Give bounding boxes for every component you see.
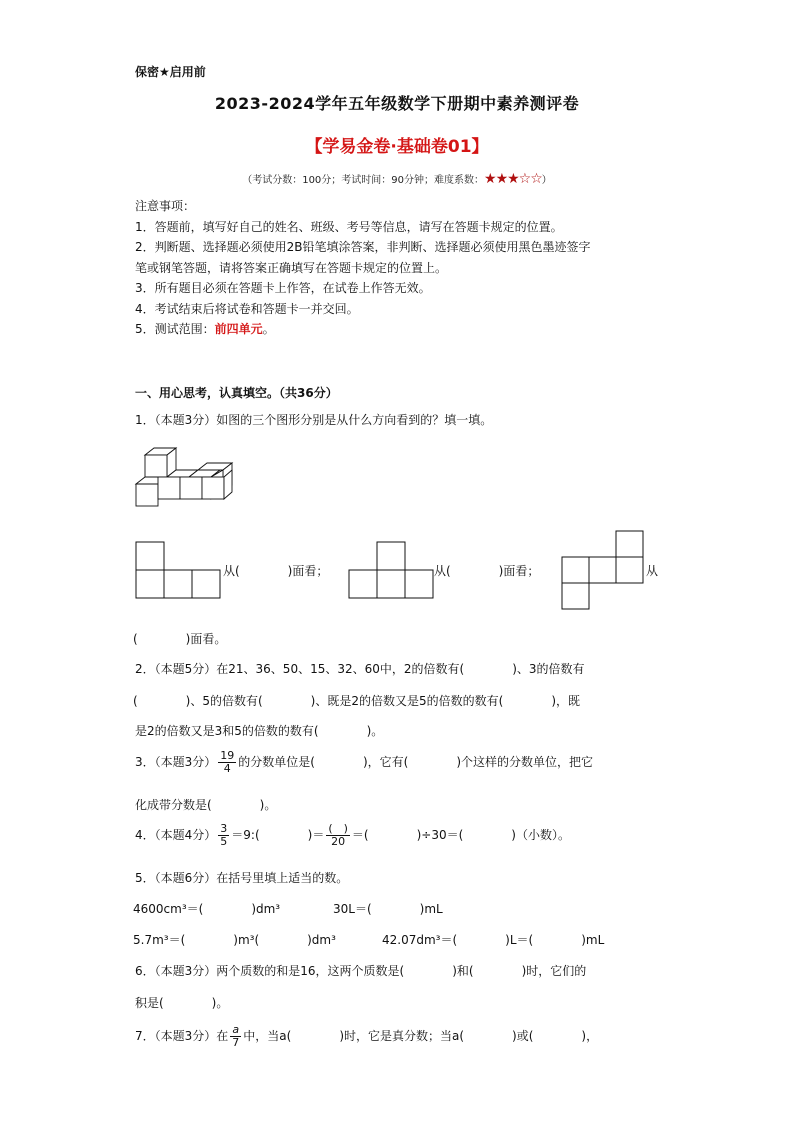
question-1: 1．（本题3分）如图的三个图形分别是从什么方向看到的？填一填。: [135, 413, 493, 427]
blank-view-2: 从( )面看；: [434, 564, 540, 578]
note-item: 笔或钢笔答题，请将答案正确填写在答题卡规定的位置上。: [135, 260, 448, 275]
view-figure-3: [561, 530, 645, 612]
blank-view-3-end: ( )面看。: [133, 632, 227, 646]
section-heading: 一、用心思考，认真填空。（共36分）: [135, 386, 338, 400]
question-5-item-1: 4600cm³＝( )dm³: [133, 902, 281, 916]
question-2-line-3: 是2的倍数又是3和5的倍数的数有( )。: [135, 724, 384, 738]
question-4: 4．（本题4分） $\frac{3}{5}$ ＝9:( )＝ $\frac{( )}{20}$ ＝( )÷30＝( )（小数）。: [135, 822, 570, 848]
notes-block: [135, 196, 591, 340]
note-item: 2．判断题、选择题必须使用2B铅笔填涂答案，非判断、选择题必须使用黑色墨迹签字: [135, 240, 591, 254]
exam-title: 2023-2024学年五年级数学下册期中素养测评卷: [214, 94, 580, 113]
filled-stars: ★★★: [484, 171, 519, 187]
question-5-item-2: 30L＝( )mL: [333, 902, 443, 916]
question-6-line-1: 6．（本题3分）两个质数的和是16，这两个质数是( )和( )时，它们的: [135, 964, 587, 978]
question-2-line-2: ( )、5的倍数有( )、既是2的倍数又是5的倍数的数有( )，既: [133, 694, 580, 708]
fraction-19-4: $\frac{19}{4}$: [220, 749, 235, 775]
difficulty-stars: [484, 171, 542, 187]
note-item: 3．所有题目必须在答题卡上作答，在试卷上作答无效。: [135, 281, 431, 295]
view-figure-1: [135, 541, 223, 599]
note-item-scope: 5．测试范围：前四单元。: [135, 322, 275, 336]
question-5-item-4: 42.07dm³＝( )L＝( )mL: [382, 933, 605, 947]
view-figure-2: [348, 541, 436, 599]
fraction-blank-20: $\frac{( )}{20}$: [328, 822, 348, 848]
fraction-a-7: $\frac{a}{7}$: [232, 1023, 240, 1049]
exam-subtitle: 【学易金卷·基础卷01】: [305, 137, 489, 157]
note-item: 1．答题前，填写好自己的姓名、班级、考号等信息，请写在答题卡规定的位置。: [135, 219, 563, 234]
scope-value: 前四单元: [214, 322, 263, 336]
notes-heading: 注意事项：: [135, 199, 196, 213]
question-6-line-2: 积是( )。: [135, 996, 229, 1010]
question-3-line-1: 3．（本题3分） $\frac{19}{4}$ 的分数单位是( )，它有( )个这样的分数单位，把它: [135, 749, 594, 775]
confidential-mark: 保密★启用前: [135, 65, 206, 79]
exam-info: [0, 171, 794, 187]
blank-view-1: 从( )面看；: [223, 564, 329, 578]
note-item: 4．考试结束后将试卷和答题卡一并交回。: [135, 301, 359, 316]
fraction-3-5: $\frac{3}{5}$: [220, 822, 228, 848]
exam-info-text: （考试分数：100分；考试时间：90分钟；难度系数：: [242, 175, 485, 186]
question-2-line-1: 2．（本题5分）在21、36、50、15、32、60中，2的倍数有( )、3的倍数有: [135, 662, 585, 676]
exam-info-end: ）: [541, 175, 552, 186]
empty-stars: ☆☆: [518, 171, 542, 187]
question-3-line-2: 化成带分数是( )。: [135, 798, 277, 812]
blank-view-3-start: 从: [646, 564, 659, 578]
question-5: 5．（本题6分）在括号里填上适当的数。: [135, 871, 349, 885]
question-5-item-3: 5.7m³＝( )m³( )dm³: [133, 933, 336, 947]
question-7: 7．（本题3分）在 $\frac{a}{7}$ 中，当a( )时，它是真分数；当a( )或( )，: [135, 1023, 599, 1049]
cube-stack-figure: [134, 446, 234, 508]
